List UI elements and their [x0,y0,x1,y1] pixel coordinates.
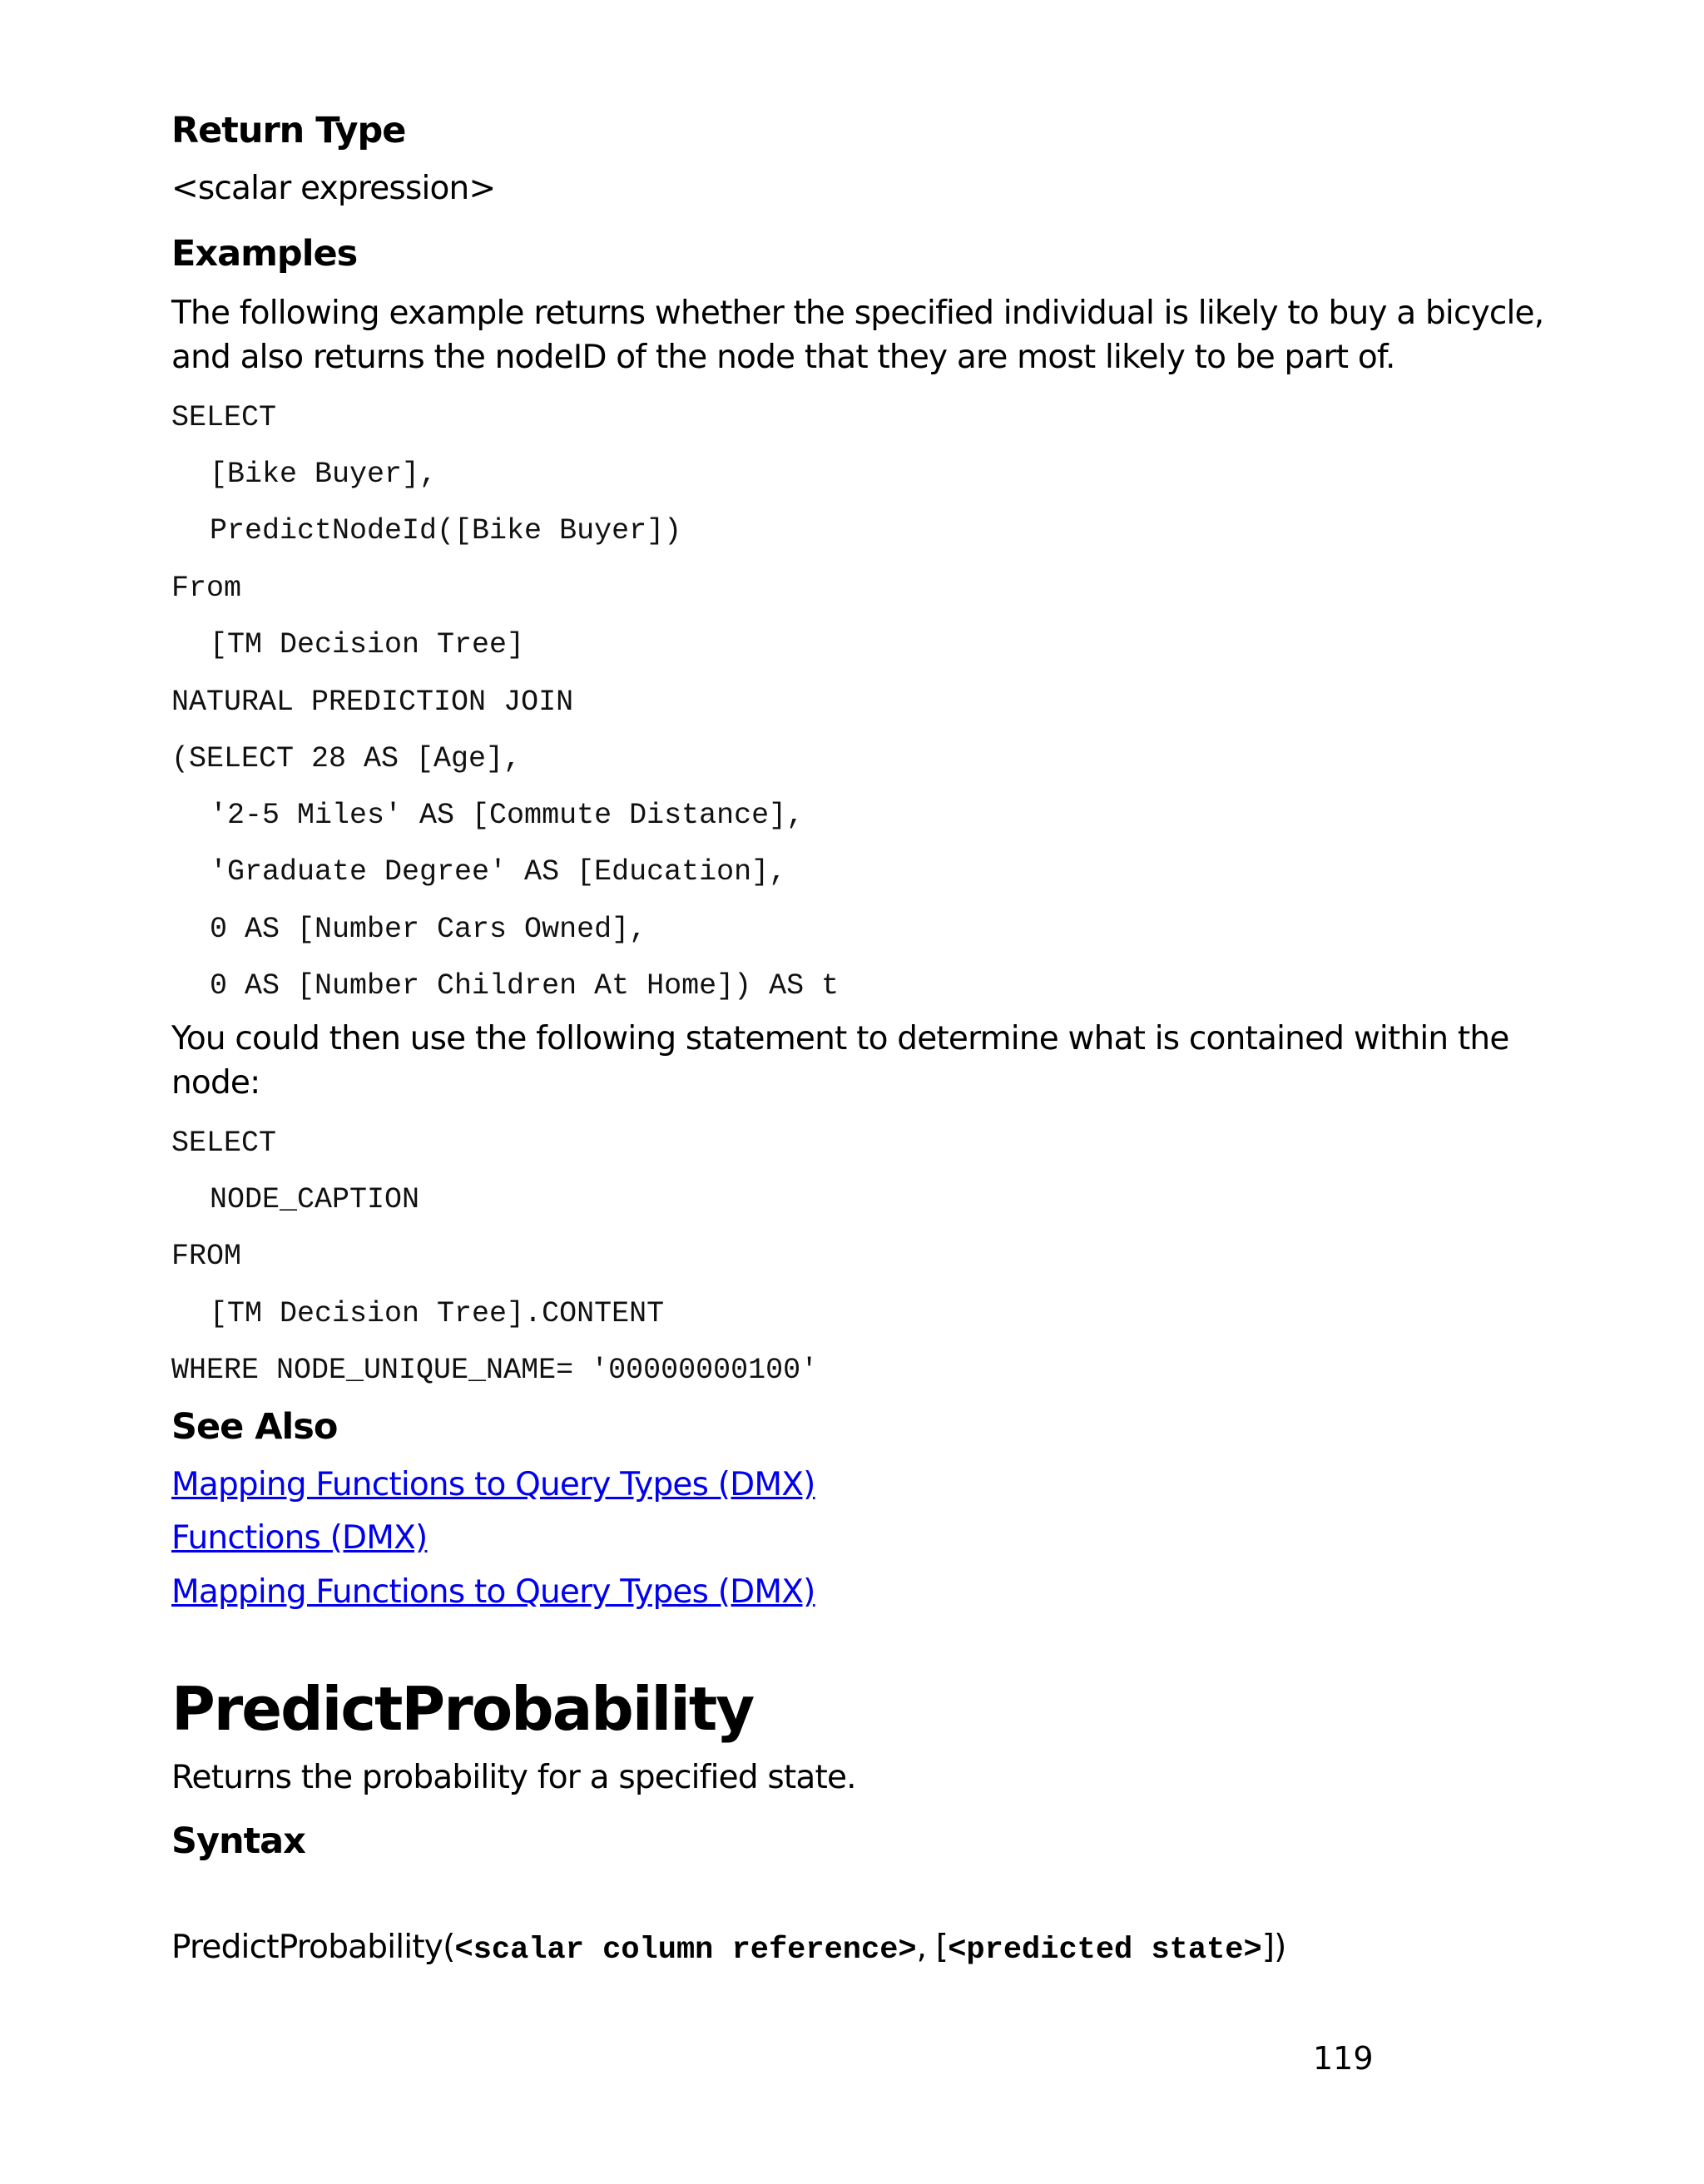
syntax-line [171,1929,1286,1968]
code-line: '2-5 Miles' AS [Commute Distance], [210,799,805,832]
see-also-heading: See Also [171,1406,338,1448]
syntax-close: ]) [1261,1929,1286,1966]
code-line: NODE_CAPTION [210,1183,420,1216]
code-line: FROM [171,1240,242,1273]
followup-line1: You could then use the following statement to determine what is contained within the [171,1020,1509,1057]
code-line: WHERE NODE_UNIQUE_NAME= '00000000100' [171,1354,819,1387]
code-line: (SELECT 28 AS [Age], [171,742,522,775]
code-line: SELECT [171,401,277,434]
code-line: PredictNodeId([Bike Buyer]) [210,514,682,547]
code-line: SELECT [171,1127,277,1160]
examples-heading: Examples [171,233,358,275]
document-page [171,0,1544,2184]
see-also-link[interactable]: Functions (DMX) [171,1519,428,1557]
syntax-heading: Syntax [171,1820,305,1862]
code-line: 0 AS [Number Children At Home]) AS t [210,969,840,1003]
syntax-arg-scalar-column-reference: <scalar column reference> [454,1933,917,1968]
code-line: NATURAL PREDICTION JOIN [171,686,574,719]
code-line: 'Graduate Degree' AS [Education], [210,855,787,889]
see-also-link[interactable]: Mapping Functions to Query Types (DMX) [171,1573,815,1611]
examples-intro-line2: and also returns the nodeID of the node that they are most likely to be part of. [171,339,1395,376]
syntax-separator: , [ [916,1929,949,1966]
code-line: 0 AS [Number Cars Owned], [210,913,647,946]
syntax-arg-predicted-state: <predicted state> [948,1933,1262,1968]
return-type-heading: Return Type [171,110,406,151]
code-line: [TM Decision Tree].CONTENT [210,1297,665,1330]
section-title: PredictProbability [171,1674,754,1744]
see-also-link[interactable]: Mapping Functions to Query Types (DMX) [171,1466,815,1503]
followup-line2: node: [171,1064,260,1102]
syntax-function-open: PredictProbability( [171,1929,455,1966]
code-line: [Bike Buyer], [210,458,438,491]
code-line: [TM Decision Tree] [210,628,525,661]
code-line: From [171,572,242,605]
return-type-value: <scalar expression> [171,170,496,207]
examples-intro-line1: The following example returns whether the specified individual is likely to buy a bicycle, [171,295,1544,332]
section-description: Returns the probability for a specified state. [171,1759,856,1796]
page-number: 119 [1313,2040,1374,2077]
